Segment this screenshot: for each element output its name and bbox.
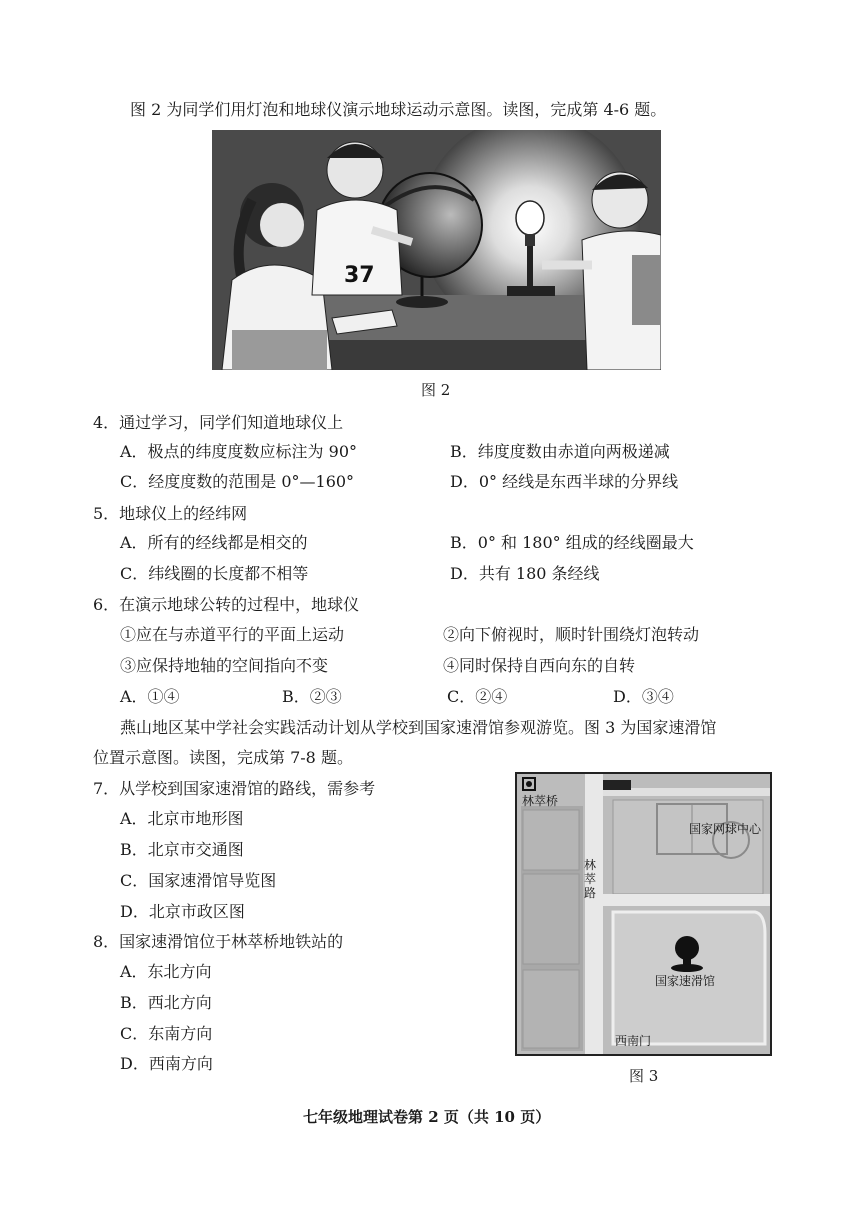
q6-option-b: B．②③ — [282, 687, 342, 706]
intro-fig2: 图 2 为同学们用灯泡和地球仪演示地球运动示意图。读图，完成第 4-6 题。 — [130, 100, 667, 119]
q4-option-d: D．0° 经线是东西半球的分界线 — [450, 472, 679, 491]
q8-stem: 8．国家速滑馆位于林萃桥地铁站的 — [93, 932, 344, 951]
map-label-venue: 国家速滑馆 — [655, 974, 716, 988]
intro-fig3-line2: 位置示意图。读图，完成第 7-8 题。 — [93, 748, 353, 767]
q4-option-a: A．极点的纬度度数应标注为 90° — [120, 442, 358, 461]
light-bulb — [516, 201, 544, 235]
q6-statement-2: ②向下俯视时，顺时针围绕灯泡转动 — [443, 625, 700, 644]
shirt-number: 37 — [344, 263, 375, 288]
q4-option-b: B．纬度度数由赤道向两极递减 — [450, 442, 670, 461]
q8-option-c: C．东南方向 — [120, 1024, 213, 1043]
q6-option-a: A．①④ — [120, 687, 180, 706]
q8-option-d: D．西南方向 — [120, 1054, 213, 1073]
figure-2-illustration — [212, 130, 661, 370]
q5-option-a: A．所有的经线都是相交的 — [120, 533, 308, 552]
q7-option-a: A．北京市地形图 — [120, 809, 244, 828]
q8-option-b: B．西北方向 — [120, 993, 212, 1012]
q7-stem: 7．从学校到国家速滑馆的路线，需参考 — [93, 779, 376, 798]
q5-option-b: B．0° 和 180° 组成的经线圈最大 — [450, 533, 694, 552]
road-vertical — [585, 774, 603, 1054]
q6-statement-1: ①应在与赤道平行的平面上运动 — [120, 625, 345, 644]
q6-statement-4: ④同时保持自西向东的自转 — [443, 656, 636, 675]
q5-stem: 5．地球仪上的经纬网 — [93, 504, 248, 523]
q4-option-c: C．经度度数的范围是 0°—160° — [120, 472, 355, 491]
globe-demo-illustration — [212, 130, 661, 370]
q5-option-c: C．纬线圈的长度都不相等 — [120, 564, 309, 583]
q4-stem: 4．通过学习，同学们知道地球仪上 — [93, 413, 344, 432]
map-label-southwest-gate: 西南门 — [615, 1034, 652, 1048]
figure-3-caption: 图 3 — [629, 1067, 659, 1085]
q6-option-d: D．③④ — [613, 687, 674, 706]
map-label-tennis-center: 国家网球中心 — [689, 822, 762, 836]
intro-fig3-line1: 燕山地区某中学社会实践活动计划从学校到国家速滑馆参观游览。图 3 为国家速滑馆 — [120, 718, 717, 737]
figure-2-caption: 图 2 — [421, 381, 451, 399]
map-label-road: 林萃路 — [584, 858, 597, 900]
q6-stem: 6．在演示地球公转的过程中，地球仪 — [93, 595, 360, 614]
q8-option-a: A．东北方向 — [120, 962, 212, 981]
q5-option-d: D．共有 180 条经线 — [450, 564, 600, 583]
figure-3-map — [515, 772, 772, 1056]
page-footer: 七年级地理试卷第 2 页（共 10 页） — [303, 1108, 551, 1126]
q7-option-d: D．北京市政区图 — [120, 902, 245, 921]
q7-option-b: B．北京市交通图 — [120, 840, 244, 859]
venue-location-map — [517, 774, 770, 1054]
q6-option-c: C．②④ — [447, 687, 508, 706]
q6-statement-3: ③应保持地轴的空间指向不变 — [120, 656, 329, 675]
map-label-station: 林萃桥 — [522, 794, 559, 808]
q7-option-c: C．国家速滑馆导览图 — [120, 871, 277, 890]
venue-pin-icon — [675, 936, 699, 960]
